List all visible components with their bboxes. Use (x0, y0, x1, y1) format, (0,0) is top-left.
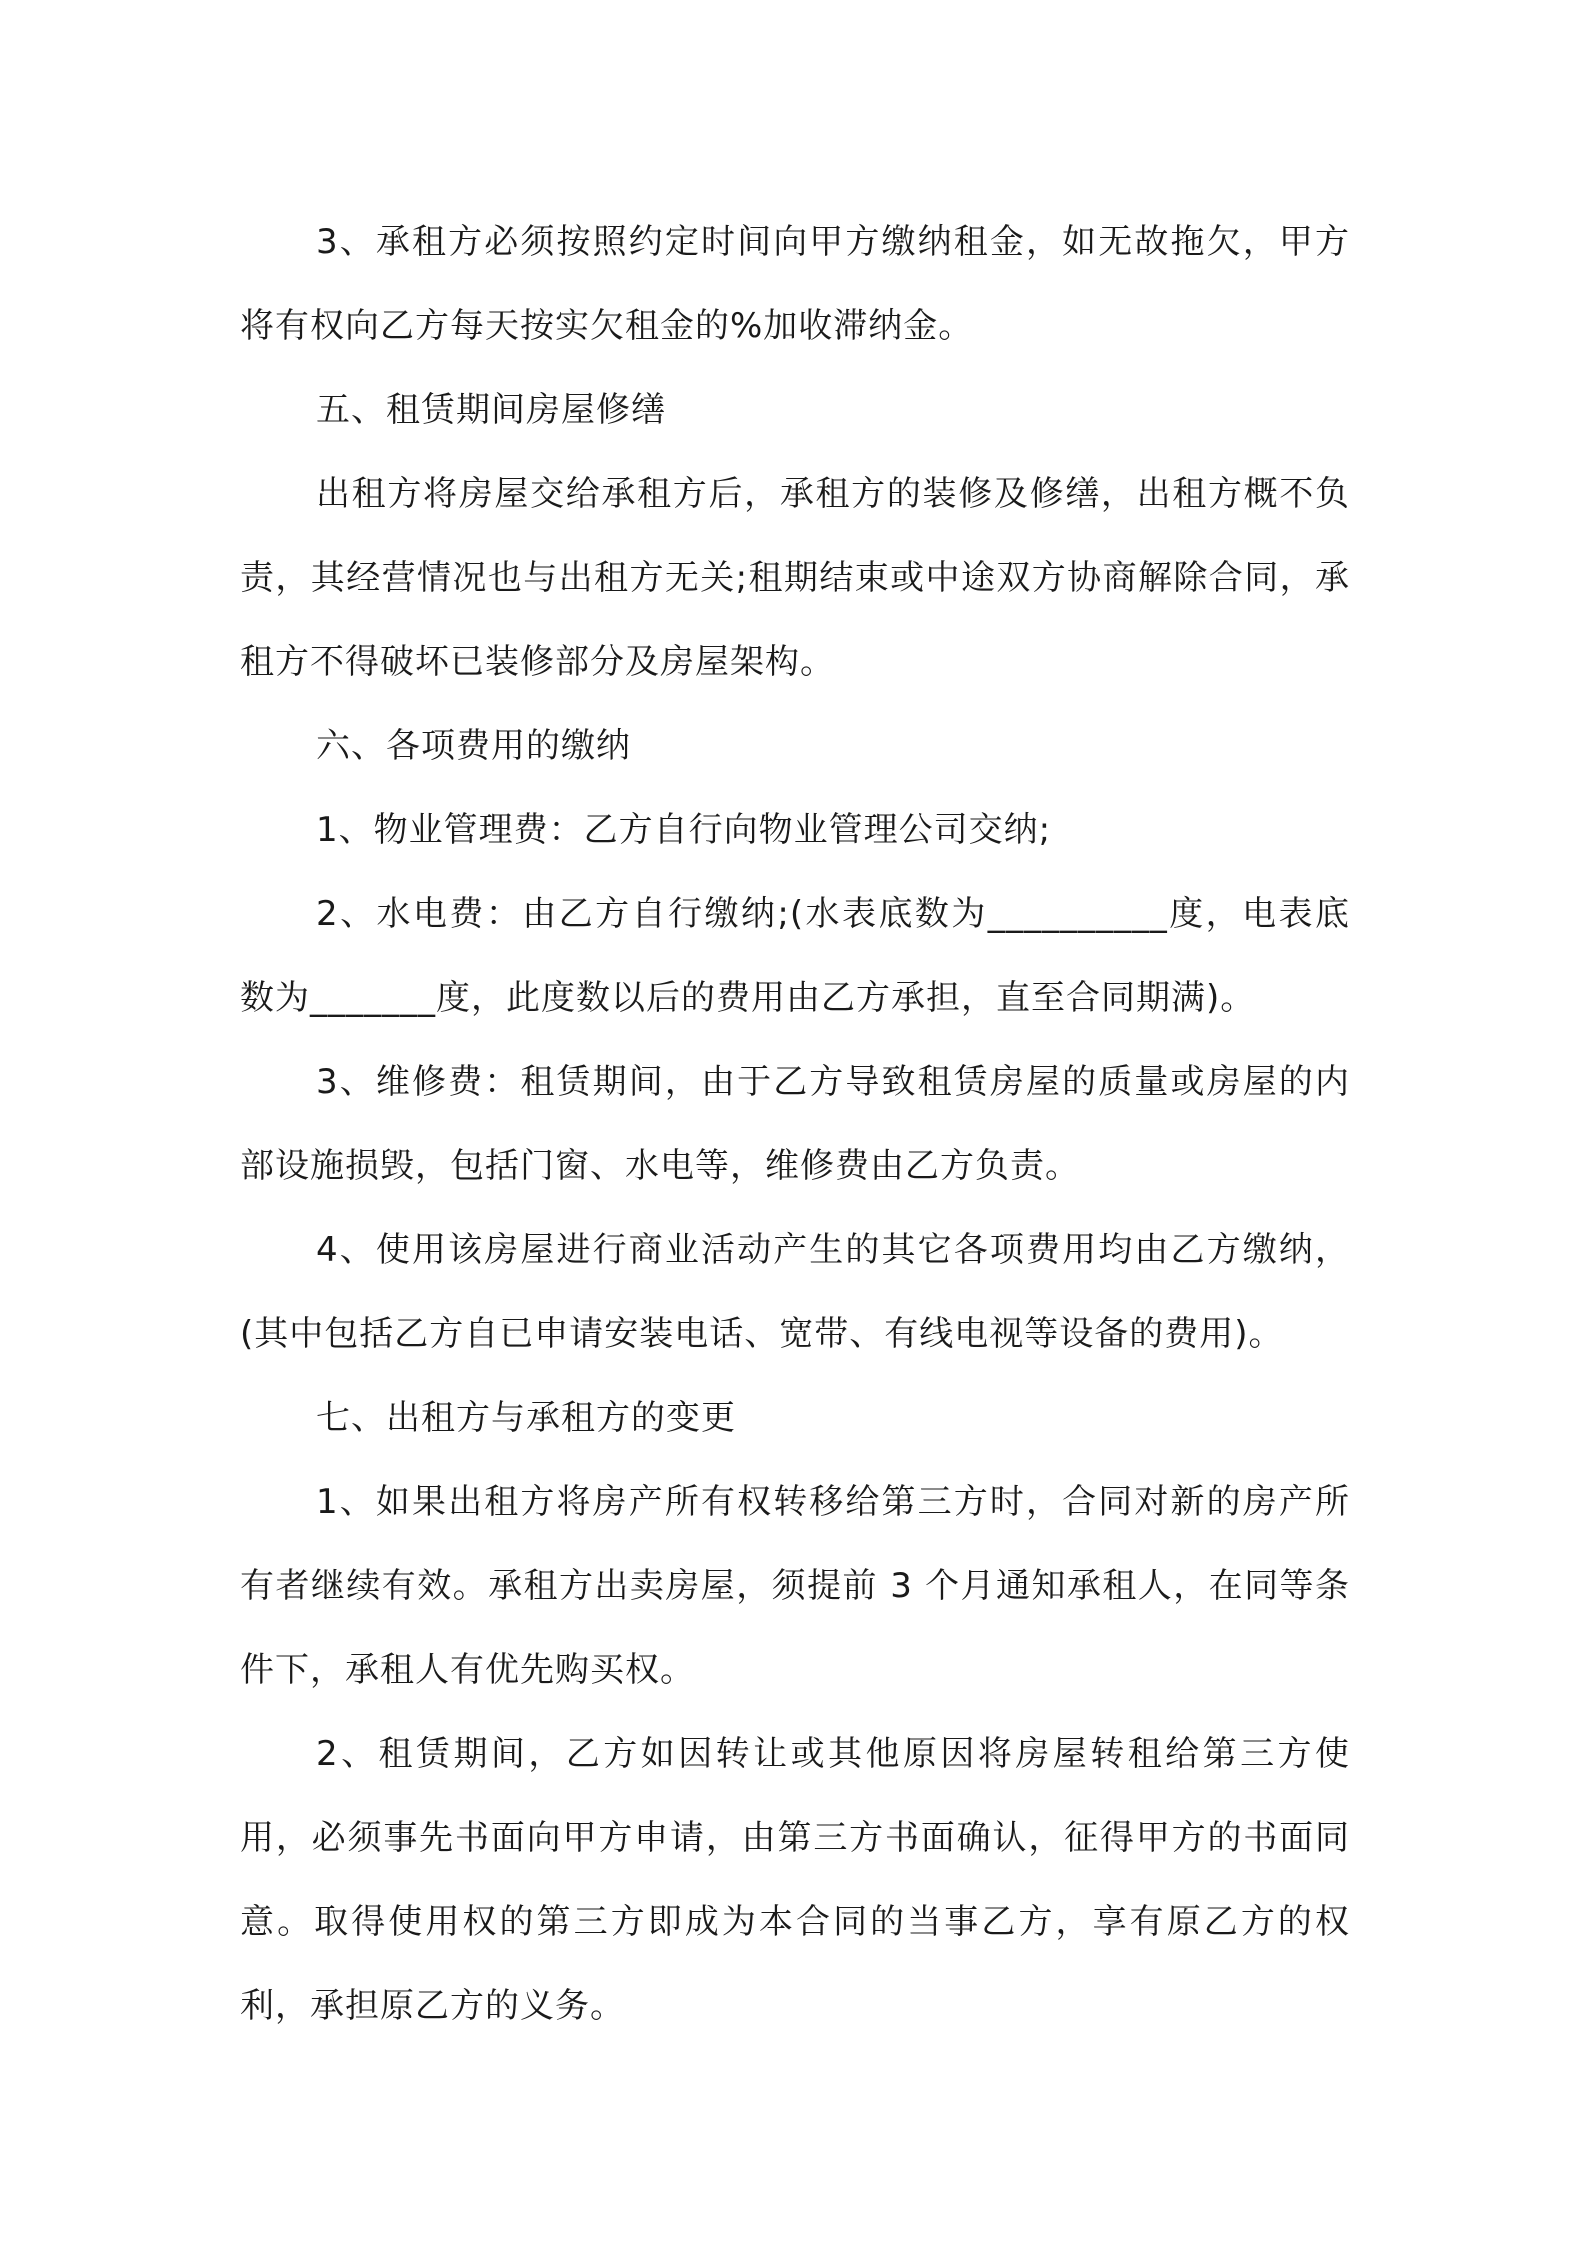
section-heading-repairs: 五、租赁期间房屋修缮 (316, 390, 666, 430)
clause-sublease: 2、租赁期间，乙方如因转让或其他原因将房屋转租给第三方使用，必须事先书面向甲方申请，由第三方书面确认，征得甲方的书面同意。取得使用权的第三方即成为本合同的当事乙方，享有原乙方的权利，承担原乙方的义务。 (240, 1734, 1350, 2026)
clause-maintenance-fee: 3、维修费：租赁期间，由于乙方导致租赁房屋的质量或房屋的内部设施损毁，包括门窗、水电等，维修费由乙方负责。 (240, 1062, 1350, 1186)
clause-utility-fee: 2、水电费：由乙方自行缴纳;(水表底数为__________度，电表底数为_______度，此度数以后的费用由乙方承担，直至合同期满)。 (240, 894, 1350, 1018)
clause-other-fees: 4、使用该房屋进行商业活动产生的其它各项费用均由乙方缴纳，(其中包括乙方自已申请安装电话、宽带、有线电视等设备的费用)。 (240, 1230, 1350, 1354)
section-heading-fees: 六、各项费用的缴纳 (316, 726, 631, 766)
clause-property-management-fee: 1、物业管理费：乙方自行向物业管理公司交纳; (316, 810, 1052, 850)
clause-ownership-transfer: 1、如果出租方将房产所有权转移给第三方时，合同对新的房产所有者继续有效。承租方出卖房屋，须提前 3 个月通知承租人，在同等条件下，承租人有优先购买权。 (240, 1482, 1350, 1690)
document-body (240, 200, 1350, 2048)
clause-rent-payment-late-fee: 3、承租方必须按照约定时间向甲方缴纳租金，如无故拖欠，甲方将有权向乙方每天按实欠租金的%加收滞纳金。 (240, 222, 1350, 346)
section-heading-party-change: 七、出租方与承租方的变更 (316, 1398, 736, 1438)
clause-repairs-responsibility: 出租方将房屋交给承租方后，承租方的装修及修缮，出租方概不负责，其经营情况也与出租方无关;租期结束或中途双方协商解除合同，承租方不得破坏已装修部分及房屋架构。 (240, 474, 1350, 682)
